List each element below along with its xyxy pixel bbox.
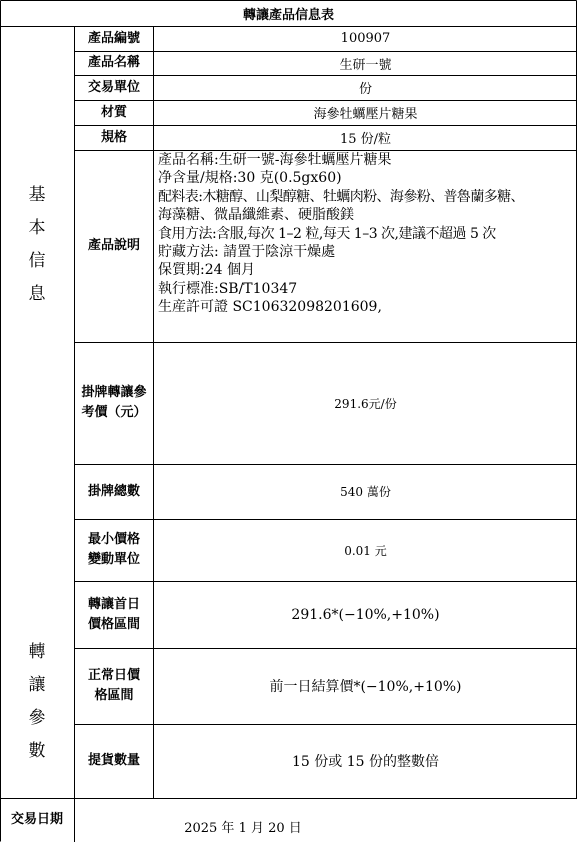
product-name-value: 生研一號 bbox=[339, 57, 392, 73]
ref-price-value: 291.6元/份 bbox=[334, 396, 397, 411]
description-line: 生産許可證 SC10632098201609, bbox=[158, 299, 382, 316]
section-basic-char-3: 信 bbox=[28, 251, 46, 271]
sheet-title: 轉讓產品信息表 bbox=[242, 7, 334, 23]
section-basic-char-2: 本 bbox=[28, 218, 46, 238]
trade-date-label: 交易日期 bbox=[10, 812, 63, 827]
trade-date-value: 2025 年 1 月 20 日 bbox=[184, 821, 302, 836]
normal-day-range-label: 正常日價格區間 bbox=[87, 668, 140, 703]
normal-day-range-value: 前一日結算價*(−10%,+10%) bbox=[269, 679, 462, 695]
spec-label: 規格 bbox=[100, 129, 127, 145]
section-transfer-char-4: 數 bbox=[28, 741, 46, 761]
material-label: 材質 bbox=[100, 104, 127, 120]
total-listed-value: 540 萬份 bbox=[340, 485, 391, 499]
section-transfer-char-3: 參 bbox=[28, 708, 46, 728]
description-line: 海藻糖、微晶纖維素、硬脂酸鎂 bbox=[158, 207, 354, 224]
description-line: 配料表:木糖醇、山梨醇糖、牡蠣肉粉、海參粉、普魯蘭多糖、 bbox=[158, 188, 524, 205]
first-day-range-value: 291.6*(−10%,+10%) bbox=[291, 606, 440, 623]
min-tick-value: 0.01 元 bbox=[344, 543, 387, 558]
product-name-label: 產品名稱 bbox=[87, 55, 140, 70]
product-code-label: 產品編號 bbox=[87, 30, 140, 46]
description-label: 產品說明 bbox=[87, 238, 140, 253]
total-listed-label: 掛牌總數 bbox=[87, 483, 140, 499]
section-transfer-char-1: 轉 bbox=[28, 642, 46, 662]
section-basic-char-1: 基 bbox=[28, 185, 46, 205]
section-transfer-char-2: 讓 bbox=[28, 675, 46, 695]
section-basic-char-4: 息 bbox=[28, 284, 46, 304]
spec-value: 15 份/粒 bbox=[339, 132, 392, 147]
trade-unit-value: 份 bbox=[358, 82, 372, 97]
description-line: 產品名稱:生研一號-海參牡蠣壓片糖果 bbox=[158, 152, 392, 168]
min-tick-label: 最小價格變動單位 bbox=[87, 532, 140, 567]
product-code-value: 100907 bbox=[340, 31, 391, 46]
ref-price-label: 掛牌轉讓參考價（元） bbox=[81, 385, 147, 420]
description-line: 貯藏方法: 請置于陰涼干燥處 bbox=[158, 244, 336, 261]
delivery-qty-value: 15 份或 15 份的整數倍 bbox=[292, 754, 439, 770]
description-line: 保質期:24 個月 bbox=[158, 262, 255, 279]
description-line: 净含量/規格:30 克(0.5gx60) bbox=[158, 170, 342, 187]
delivery-qty-label: 提貨數量 bbox=[87, 753, 140, 768]
material-value: 海參牡蠣壓片糖果 bbox=[313, 107, 418, 122]
description-line: 執行標准:SB/T10347 bbox=[158, 280, 298, 297]
first-day-range-label: 轉讓首日價格區間 bbox=[87, 596, 140, 632]
description-line: 食用方法:含服,每次 1–2 粒,每天 1–3 次,建議不超過 5 次 bbox=[158, 225, 496, 242]
trade-unit-label: 交易單位 bbox=[87, 79, 140, 95]
